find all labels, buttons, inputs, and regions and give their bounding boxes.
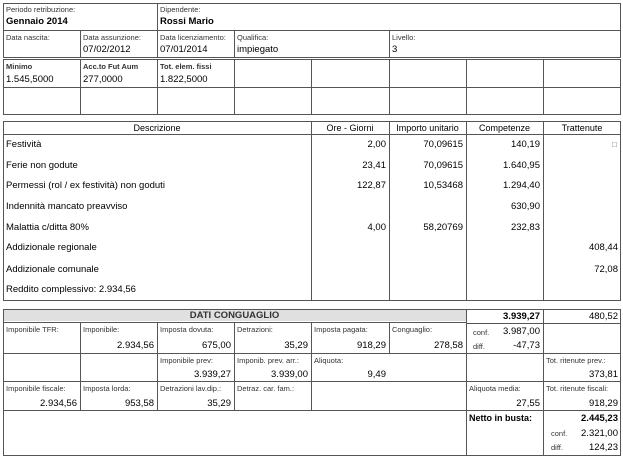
detrazioni-lav-label: Detrazioni lav.dip.: xyxy=(160,384,222,393)
netto-diff-value: 124,23 xyxy=(588,442,618,453)
detrazioni-value: 35,29 xyxy=(284,340,308,351)
imponib-prev-arr-label: Imponib. prev. arr.: xyxy=(237,356,299,365)
detrazioni-label: Detrazioni: xyxy=(237,325,273,334)
imposta-dovuta-label: Imposta dovuta: xyxy=(160,325,214,334)
detraz-car-label: Detraz. car. fam.: xyxy=(237,384,295,393)
acconto-label: Acc.to Fut Aum xyxy=(83,62,139,71)
row-ore: 122,87 xyxy=(356,180,386,191)
netto-label: Netto in busta: xyxy=(469,413,532,423)
conguaglio-value: 278,58 xyxy=(433,340,463,351)
checkbox-icon: □ xyxy=(612,140,617,149)
netto-value: 2.445,23 xyxy=(581,413,618,424)
total-trattenute: 480,52 xyxy=(588,311,618,322)
imponibile-prev-label: Imponibile prev: xyxy=(160,356,213,365)
row-importo: 70,09615 xyxy=(423,139,463,150)
col-ore: Ore - Giorni xyxy=(326,123,374,133)
imposta-dovuta-value: 675,00 xyxy=(201,340,231,351)
acconto-value: 277,0000 xyxy=(83,74,123,85)
row-desc: Ferie non godute xyxy=(6,160,78,171)
livello-value: 3 xyxy=(392,44,398,55)
row-importo: 10,53468 xyxy=(423,180,463,191)
imposta-pagata-label: Imposta pagata: xyxy=(314,325,368,334)
aliquota-media-value: 27,55 xyxy=(516,398,540,409)
row-trattenute: 72,08 xyxy=(594,264,618,275)
imposta-lorda-label: Imposta lorda: xyxy=(83,384,131,393)
tot-rit-fiscali-value: 918,29 xyxy=(588,398,618,409)
imponibile-value: 2.934,56 xyxy=(117,340,154,351)
tot-fissi-label: Tot. elem. fissi xyxy=(160,62,212,71)
conf-label: conf. xyxy=(473,328,490,337)
imponibile-prev-value: 3.939,27 xyxy=(194,369,231,380)
imponibile-fiscale-value: 2.934,56 xyxy=(40,398,77,409)
periodo-label: Periodo retribuzione: xyxy=(6,5,76,14)
conguaglio-title: DATI CONGUAGLIO xyxy=(189,310,280,321)
row-desc: Addizionale regionale xyxy=(6,242,97,253)
imposta-pagata-value: 918,29 xyxy=(356,340,386,351)
periodo-value: Gennaio 2014 xyxy=(6,16,68,27)
total-competenze: 3.939,27 xyxy=(503,311,540,322)
detrazioni-lav-value: 35,29 xyxy=(207,398,231,409)
row-competenze: 232,83 xyxy=(510,222,540,233)
col-trattenute: Trattenute xyxy=(561,123,603,133)
conf-value: 3.987,00 xyxy=(503,326,540,337)
conguaglio-label: Conguaglio: xyxy=(392,325,433,334)
tot-rit-fiscali-label: Tot. ritenute fiscali: xyxy=(546,384,609,393)
col-descrizione: Descrizione xyxy=(133,123,181,133)
qualifica-label: Qualifica: xyxy=(237,33,269,42)
assunzione-label: Data assunzione: xyxy=(83,33,141,42)
imposta-lorda-value: 953,58 xyxy=(124,398,154,409)
row-importo: 70,09615 xyxy=(423,160,463,171)
tot-rit-prev-value: 373,81 xyxy=(588,369,618,380)
imponibile-tfr-label: Imponibile TFR: xyxy=(6,325,59,334)
diff-value: -47,73 xyxy=(513,340,540,351)
row-desc: Festività xyxy=(6,139,42,150)
aliquota-value: 9,49 xyxy=(367,369,386,380)
row-desc: Malattia c/ditta 80% xyxy=(6,222,89,233)
row-desc: Permessi (rol / ex festività) non goduti xyxy=(6,180,165,191)
netto-conf-value: 2.321,00 xyxy=(581,428,618,439)
assunzione-value: 07/02/2012 xyxy=(83,44,131,55)
nascita-label: Data nascita: xyxy=(6,33,50,42)
aliquota-label: Aliquota: xyxy=(314,356,344,365)
qualifica-value: impiegato xyxy=(237,44,279,55)
imponib-prev-arr-value: 3.939,00 xyxy=(271,369,308,380)
livello-label: Livello: xyxy=(392,33,416,42)
minimo-value: 1.545,5000 xyxy=(6,74,54,85)
dipendente-value: Rossi Mario xyxy=(160,16,214,27)
row-competenze: 630,90 xyxy=(510,201,540,212)
imponibile-fiscale-label: Imponibile fiscale: xyxy=(6,384,66,393)
tot-rit-prev-label: Tot. ritenute prev.: xyxy=(546,356,606,365)
col-importo: Importo unitario xyxy=(396,123,459,133)
row-desc: Addizionale comunale xyxy=(6,264,99,275)
aliquota-media-label: Aliquota media: xyxy=(469,384,521,393)
row-desc: Indennità mancato preavviso xyxy=(6,201,128,212)
licenziamento-label: Data licenziamento: xyxy=(160,33,226,42)
row-ore: 2,00 xyxy=(367,139,386,150)
row-importo: 58,20769 xyxy=(423,222,463,233)
col-competenze: Competenze xyxy=(478,123,531,133)
netto-diff-label: diff. xyxy=(551,443,563,452)
tot-fissi-value: 1.822,5000 xyxy=(160,74,208,85)
row-ore: 4,00 xyxy=(367,222,386,233)
licenziamento-value: 07/01/2014 xyxy=(160,44,208,55)
diff-label: diff. xyxy=(473,342,485,351)
dipendente-label: Dipendente: xyxy=(160,5,201,14)
imponibile-label: Imponibile: xyxy=(83,325,120,334)
row-competenze: 1.294,40 xyxy=(503,180,540,191)
row-ore: 23,41 xyxy=(362,160,386,171)
row-desc: Reddito complessivo: 2.934,56 xyxy=(6,284,136,295)
row-competenze: 1.640,95 xyxy=(503,160,540,171)
minimo-label: Minimo xyxy=(6,62,33,71)
netto-conf-label: conf. xyxy=(551,429,568,438)
row-trattenute: 408,44 xyxy=(588,242,618,253)
row-competenze: 140,19 xyxy=(510,139,540,150)
